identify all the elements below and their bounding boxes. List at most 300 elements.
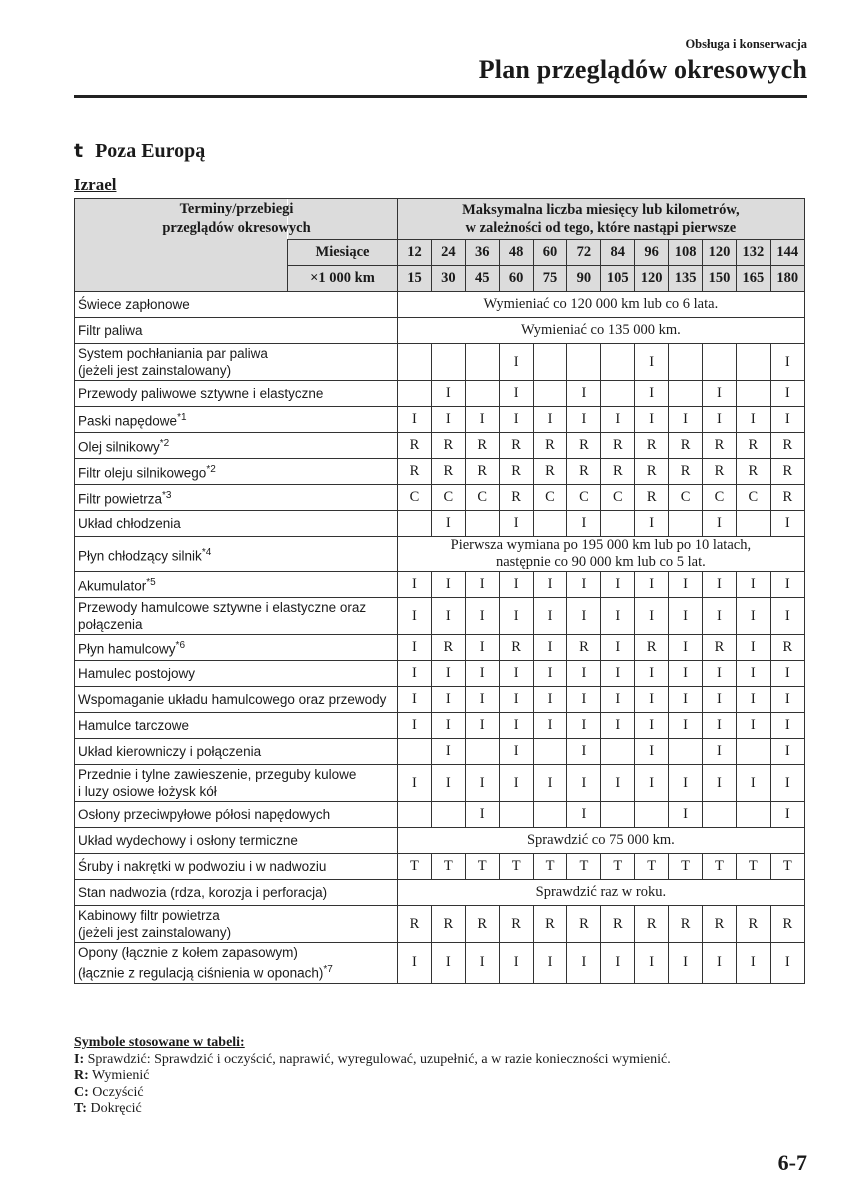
item-label-line1: Olej silnikowy: [78, 439, 160, 455]
schedule-cell: I: [567, 687, 601, 713]
schedule-cell: T: [601, 854, 635, 880]
span-note-line1: Wymieniać co 120 000 km lub co 6 lata.: [483, 296, 719, 312]
schedule-cell: [601, 802, 635, 828]
schedule-item-label: [75, 854, 398, 880]
span-note-line1: Sprawdzić raz w roku.: [535, 884, 667, 900]
schedule-cell: I: [635, 943, 669, 984]
schedule-cell: [533, 381, 567, 407]
schedule-cell: R: [398, 459, 432, 485]
schedule-cell: C: [465, 485, 499, 511]
schedule-cell: I: [770, 572, 804, 598]
schedule-row: [75, 407, 805, 433]
schedule-cell: I: [635, 687, 669, 713]
schedule-cell: I: [770, 713, 804, 739]
legend-text: Oczyścić: [88, 1084, 144, 1100]
schedule-cell: I: [669, 661, 703, 687]
schedule-row: [75, 344, 805, 381]
item-label-line1: Wspomaganie układu hamulcowego oraz przewody: [78, 692, 387, 707]
span-note-line2: następnie co 90 000 km lub co 5 lat.: [495, 554, 706, 570]
schedule-cell: R: [703, 906, 737, 943]
month-header: 60: [533, 240, 567, 266]
schedule-row: [75, 459, 805, 485]
schedule-cell: [398, 739, 432, 765]
schedule-item-label: [75, 459, 398, 485]
schedule-cell: I: [533, 407, 567, 433]
schedule-cell: [499, 802, 533, 828]
schedule-cell: R: [533, 459, 567, 485]
schedule-row: [75, 687, 805, 713]
schedule-cell: I: [567, 572, 601, 598]
schedule-cell: R: [601, 433, 635, 459]
schedule-cell: I: [601, 598, 635, 635]
schedule-cell: I: [601, 687, 635, 713]
schedule-cell: I: [499, 598, 533, 635]
schedule-row: [75, 292, 805, 318]
schedule-cell: [465, 739, 499, 765]
item-label-line1: Układ wydechowy i osłony termiczne: [78, 833, 298, 848]
schedule-cell: I: [770, 661, 804, 687]
schedule-item-label: [75, 381, 398, 407]
km-header: 45: [465, 266, 499, 292]
item-label-line1: Przewody hamulcowe sztywne i elastyczne oraz: [78, 600, 367, 615]
schedule-cell: I: [567, 765, 601, 802]
item-label-line2: (jeżeli jest zainstalowany): [78, 925, 232, 940]
schedule-cell: T: [465, 854, 499, 880]
month-header: 144: [770, 240, 804, 266]
schedule-span-note: [398, 318, 805, 344]
schedule-cell: I: [533, 635, 567, 661]
schedule-cell: I: [431, 713, 465, 739]
schedule-cell: R: [465, 459, 499, 485]
corner-label-line2: przeglądów okresowych: [162, 220, 311, 236]
schedule-row: [75, 485, 805, 511]
item-label-line1: Stan nadwozia (rdza, korozja i perforacja): [78, 885, 328, 900]
corner-label-line1: Terminy/przebiegi: [179, 201, 294, 217]
page-number: 6-7: [777, 1150, 807, 1175]
subheading: [74, 140, 205, 163]
schedule-cell: [533, 802, 567, 828]
km-header: 30: [431, 266, 465, 292]
schedule-item-label: [75, 485, 398, 511]
footnote-ref: *7: [323, 964, 333, 975]
schedule-item-label: [75, 635, 398, 661]
schedule-cell: I: [770, 381, 804, 407]
schedule-cell: R: [499, 459, 533, 485]
schedule-row: [75, 433, 805, 459]
month-header: 12: [398, 240, 432, 266]
schedule-cell: I: [465, 713, 499, 739]
span-note-line1: Wymieniać co 135 000 km.: [520, 322, 681, 338]
schedule-cell: R: [703, 433, 737, 459]
schedule-cell: I: [703, 687, 737, 713]
schedule-cell: I: [635, 713, 669, 739]
schedule-cell: I: [669, 598, 703, 635]
schedule-cell: [465, 511, 499, 537]
schedule-cell: I: [499, 344, 533, 381]
schedule-row: [75, 381, 805, 407]
schedule-item-label: [75, 292, 398, 318]
km-header: 90: [567, 266, 601, 292]
month-header: 120: [703, 240, 737, 266]
schedule-cell: [398, 344, 432, 381]
schedule-cell: I: [601, 661, 635, 687]
schedule-cell: I: [601, 635, 635, 661]
km-header: 15: [398, 266, 432, 292]
schedule-corner-header: [75, 199, 311, 292]
schedule-cell: [431, 802, 465, 828]
footnote-ref: *1: [177, 412, 187, 424]
item-label-line1: Przewody paliwowe sztywne i elastyczne: [78, 386, 324, 401]
schedule-row: [75, 572, 805, 598]
item-label-line1: Osłony przeciwpyłowe półosi napędowych: [78, 807, 331, 822]
km-header: 105: [601, 266, 635, 292]
schedule-cell: R: [567, 433, 601, 459]
schedule-cell: I: [635, 344, 669, 381]
legend-item: [74, 1052, 671, 1069]
item-label-line2: (jeżeli jest zainstalowany): [78, 363, 232, 378]
schedule-cell: I: [499, 739, 533, 765]
schedule-cell: I: [465, 661, 499, 687]
legend-key: T:: [74, 1101, 87, 1116]
schedule-cell: R: [770, 459, 804, 485]
schedule-cell: I: [601, 943, 635, 984]
schedule-cell: [465, 344, 499, 381]
item-label-line1: Akumulator: [78, 578, 147, 594]
schedule-cell: I: [703, 661, 737, 687]
km-header: 120: [635, 266, 669, 292]
schedule-cell: I: [533, 943, 567, 984]
item-label-line1: Filtr oleju silnikowego: [78, 465, 207, 481]
schedule-cell: I: [465, 598, 499, 635]
schedule-row: [75, 511, 805, 537]
schedule-cell: [669, 511, 703, 537]
schedule-cell: [398, 511, 432, 537]
schedule-cell: I: [398, 943, 432, 984]
schedule-cell: I: [398, 713, 432, 739]
month-header: 48: [499, 240, 533, 266]
schedule-cell: I: [770, 765, 804, 802]
schedule-cell: I: [465, 765, 499, 802]
schedule-cell: I: [635, 661, 669, 687]
schedule-cell: R: [635, 433, 669, 459]
schedule-cell: I: [533, 713, 567, 739]
page-title: Plan przeglądów okresowych: [478, 55, 807, 84]
schedule-cell: I: [770, 344, 804, 381]
footnote-ref: *2: [159, 438, 170, 450]
schedule-cell: I: [736, 943, 770, 984]
schedule-cell: R: [770, 906, 804, 943]
schedule-cell: R: [431, 459, 465, 485]
schedule-cell: R: [770, 635, 804, 661]
schedule-cell: I: [703, 713, 737, 739]
legend-key: I:: [74, 1051, 85, 1067]
km-header: 135: [669, 266, 703, 292]
schedule-cell: I: [398, 661, 432, 687]
schedule-cell: T: [533, 854, 567, 880]
month-header: 24: [431, 240, 465, 266]
schedule-cell: [736, 381, 770, 407]
month-header: 132: [736, 240, 770, 266]
schedule-cell: R: [533, 433, 567, 459]
schedule-cell: [669, 381, 703, 407]
schedule-cell: [533, 344, 567, 381]
km-row-label: ×1 000 km: [288, 266, 398, 292]
schedule-row: [75, 739, 805, 765]
schedule-cell: T: [398, 854, 432, 880]
schedule-cell: [703, 802, 737, 828]
month-header: 72: [567, 240, 601, 266]
schedule-cell: I: [465, 572, 499, 598]
schedule-cell: I: [770, 598, 804, 635]
schedule-cell: R: [431, 635, 465, 661]
schedule-cell: C: [398, 485, 432, 511]
schedule-item-label: [75, 713, 398, 739]
schedule-cell: I: [703, 381, 737, 407]
schedule-item-label: [75, 344, 398, 381]
schedule-cell: I: [770, 511, 804, 537]
schedule-item-label: [75, 687, 398, 713]
schedule-cell: [533, 511, 567, 537]
schedule-cell: I: [567, 713, 601, 739]
schedule-cell: I: [736, 635, 770, 661]
schedule-cell: I: [669, 572, 703, 598]
schedule-cell: I: [770, 739, 804, 765]
schedule-row: [75, 661, 805, 687]
item-label-line2: (łącznie z regulacją ciśnienia w oponach): [78, 965, 324, 981]
schedule-cell: I: [398, 572, 432, 598]
schedule-cell: R: [499, 635, 533, 661]
schedule-cell: I: [567, 598, 601, 635]
schedule-cell: I: [635, 407, 669, 433]
schedule-cell: I: [736, 661, 770, 687]
schedule-cell: R: [635, 485, 669, 511]
schedule-row: [75, 318, 805, 344]
max-interval-header: [398, 199, 805, 240]
schedule-cell: I: [567, 802, 601, 828]
schedule-item-label: [75, 572, 398, 598]
legend-item: [74, 1101, 671, 1118]
schedule-cell: I: [431, 381, 465, 407]
item-label-line1: Filtr paliwa: [78, 323, 143, 338]
schedule-cell: R: [499, 433, 533, 459]
schedule-cell: I: [499, 511, 533, 537]
item-label-line1: Świece zapłonowe: [78, 297, 190, 312]
schedule-cell: I: [398, 598, 432, 635]
schedule-item-label: [75, 661, 398, 687]
legend-title: Symbole stosowane w tabeli:: [74, 1035, 245, 1050]
schedule-cell: I: [499, 572, 533, 598]
schedule-span-note: [398, 537, 805, 572]
schedule-cell: I: [431, 765, 465, 802]
schedule-cell: R: [770, 433, 804, 459]
schedule-cell: I: [567, 381, 601, 407]
schedule-row: [75, 854, 805, 880]
schedule-cell: I: [398, 687, 432, 713]
item-label-line1: Hamulec postojowy: [78, 666, 196, 681]
schedule-cell: I: [499, 765, 533, 802]
schedule-cell: I: [635, 598, 669, 635]
month-header: 96: [635, 240, 669, 266]
schedule-cell: R: [703, 459, 737, 485]
schedule-cell: I: [601, 765, 635, 802]
footnote-ref: *6: [175, 640, 185, 652]
months-row-label: Miesiące: [288, 240, 398, 266]
schedule-cell: R: [669, 906, 703, 943]
item-label-line1: Kabinowy filtr powietrza: [78, 908, 220, 923]
schedule-cell: C: [703, 485, 737, 511]
schedule-cell: [669, 344, 703, 381]
schedule-cell: I: [431, 739, 465, 765]
schedule-cell: I: [736, 765, 770, 802]
region-label: Izrael: [74, 175, 117, 194]
subheading-text: Poza Europą: [95, 140, 206, 162]
schedule-cell: [431, 344, 465, 381]
month-header: 108: [669, 240, 703, 266]
schedule-cell: I: [703, 572, 737, 598]
schedule-cell: I: [736, 572, 770, 598]
schedule-cell: I: [465, 943, 499, 984]
schedule-cell: R: [635, 635, 669, 661]
schedule-cell: R: [635, 906, 669, 943]
schedule-cell: I: [669, 943, 703, 984]
legend-key: C:: [74, 1084, 89, 1100]
schedule-cell: I: [398, 407, 432, 433]
schedule-cell: I: [431, 598, 465, 635]
schedule-cell: I: [770, 802, 804, 828]
footnote-ref: *5: [146, 577, 156, 589]
schedule-cell: C: [669, 485, 703, 511]
schedule-cell: I: [736, 713, 770, 739]
schedule-cell: [601, 739, 635, 765]
schedule-cell: R: [736, 906, 770, 943]
schedule-item-label: [75, 880, 398, 906]
section-label: Obsługa i konserwacja: [685, 37, 807, 51]
schedule-cell: R: [567, 635, 601, 661]
schedule-item-label: [75, 598, 398, 635]
schedule-cell: I: [703, 739, 737, 765]
schedule-cell: [533, 739, 567, 765]
legend: [74, 1035, 671, 1118]
schedule-cell: R: [431, 433, 465, 459]
schedule-item-label: [75, 511, 398, 537]
item-label-line1: System pochłaniania par paliwa: [78, 346, 268, 361]
schedule-cell: R: [669, 459, 703, 485]
schedule-cell: T: [567, 854, 601, 880]
schedule-cell: I: [601, 713, 635, 739]
km-header: 75: [533, 266, 567, 292]
schedule-cell: I: [703, 943, 737, 984]
schedule-cell: I: [431, 407, 465, 433]
schedule-cell: I: [398, 635, 432, 661]
schedule-cell: I: [499, 943, 533, 984]
schedule-cell: I: [431, 661, 465, 687]
schedule-cell: I: [635, 765, 669, 802]
schedule-row: [75, 713, 805, 739]
schedule-cell: I: [601, 572, 635, 598]
schedule-cell: T: [669, 854, 703, 880]
schedule-cell: I: [635, 511, 669, 537]
schedule-cell: [669, 739, 703, 765]
schedule-cell: I: [669, 765, 703, 802]
legend-text: Sprawdzić: Sprawdzić i oczyścić, naprawić, wyregulować, uzupełnić, a w razie konieczności wymienić.: [84, 1051, 671, 1067]
schedule-span-note: [398, 880, 805, 906]
schedule-cell: [736, 344, 770, 381]
title-rule: [74, 95, 807, 98]
schedule-row: [75, 598, 805, 635]
schedule-cell: I: [431, 572, 465, 598]
schedule-cell: I: [499, 687, 533, 713]
schedule-item-label: [75, 407, 398, 433]
schedule-cell: [736, 511, 770, 537]
schedule-cell: T: [431, 854, 465, 880]
km-header: 60: [499, 266, 533, 292]
schedule-cell: C: [533, 485, 567, 511]
item-label-line1: Śruby i nakrętki w podwoziu i w nadwoziu: [78, 859, 327, 874]
schedule-cell: I: [736, 407, 770, 433]
schedule-item-label: [75, 433, 398, 459]
legend-text: Wymienić: [88, 1068, 150, 1083]
km-header: 165: [736, 266, 770, 292]
schedule-cell: R: [533, 906, 567, 943]
schedule-cell: [635, 802, 669, 828]
schedule-cell: I: [465, 687, 499, 713]
schedule-cell: I: [533, 598, 567, 635]
schedule-cell: I: [703, 511, 737, 537]
schedule-cell: T: [770, 854, 804, 880]
month-header: 84: [601, 240, 635, 266]
schedule-cell: R: [736, 433, 770, 459]
schedule-cell: C: [736, 485, 770, 511]
schedule-cell: I: [703, 765, 737, 802]
schedule-cell: I: [703, 407, 737, 433]
schedule-cell: I: [736, 598, 770, 635]
schedule-cell: I: [567, 511, 601, 537]
schedule-cell: C: [431, 485, 465, 511]
max-header-line2: w zależności od tego, które nastąpi pierwsze: [465, 220, 737, 236]
schedule-cell: I: [533, 765, 567, 802]
schedule-item-label: [75, 943, 398, 984]
schedule-cell: [398, 381, 432, 407]
schedule-cell: R: [703, 635, 737, 661]
schedule-cell: I: [669, 687, 703, 713]
schedule-cell: T: [635, 854, 669, 880]
schedule-cell: R: [499, 906, 533, 943]
schedule-cell: R: [398, 433, 432, 459]
schedule-cell: I: [499, 661, 533, 687]
schedule-cell: [398, 802, 432, 828]
schedule-cell: R: [567, 906, 601, 943]
schedule-cell: R: [669, 433, 703, 459]
schedule-cell: I: [703, 598, 737, 635]
schedule-cell: I: [669, 713, 703, 739]
item-label-line1: Płyn hamulcowy: [78, 641, 176, 657]
footnote-ref: *4: [201, 546, 212, 558]
schedule-cell: I: [635, 381, 669, 407]
schedule-item-label: [75, 765, 398, 802]
schedule-item-label: [75, 802, 398, 828]
schedule-cell: I: [398, 765, 432, 802]
schedule-cell: I: [669, 407, 703, 433]
schedule-cell: R: [635, 459, 669, 485]
schedule-row: [75, 880, 805, 906]
item-label-line1: Układ chłodzenia: [78, 516, 181, 531]
schedule-cell: I: [770, 407, 804, 433]
item-label-line2: połączenia: [78, 617, 143, 632]
schedule-item-label: [75, 537, 398, 572]
schedule-cell: R: [465, 433, 499, 459]
item-label-line1: Filtr powietrza: [78, 491, 163, 507]
schedule-cell: I: [533, 661, 567, 687]
